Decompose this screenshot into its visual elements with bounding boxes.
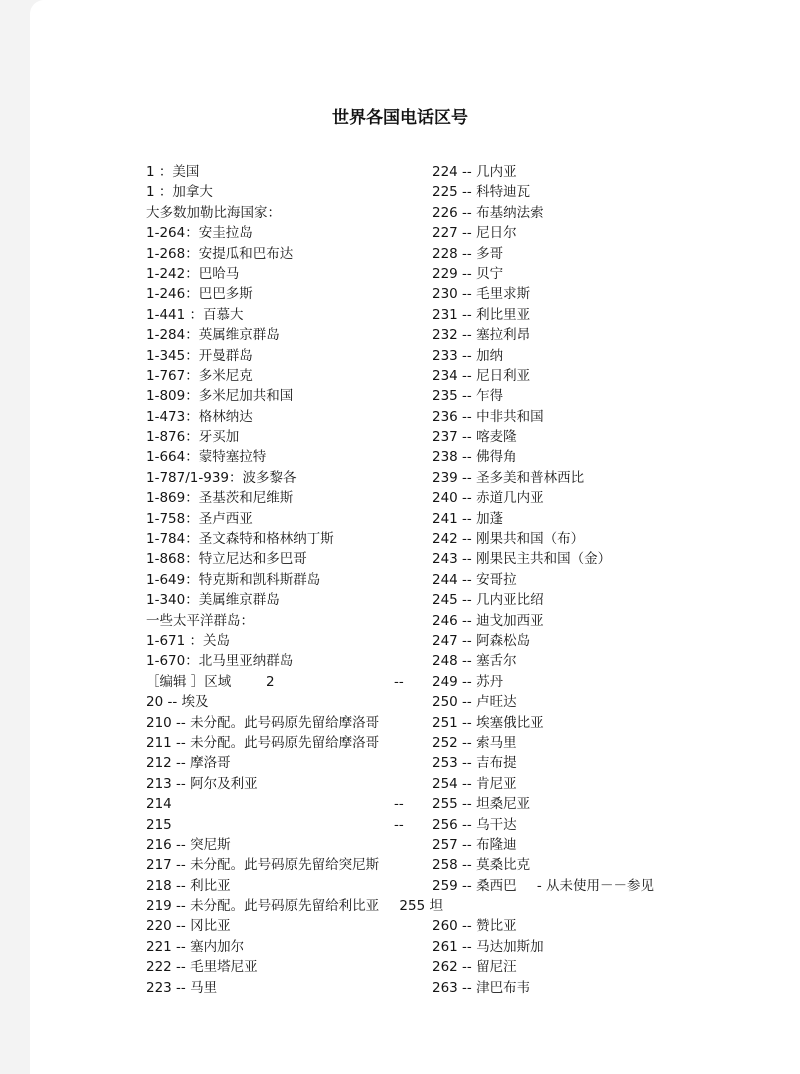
list-item: 229 -- 贝宁: [432, 265, 504, 282]
list-item: 1-264：安圭拉岛: [146, 225, 253, 242]
list-item: 1-787/1-939：波多黎各: [146, 469, 297, 486]
list-item: 260 -- 赞比亚: [432, 918, 517, 935]
list-item: 231 -- 利比里亚: [432, 306, 531, 323]
list-item: 239 -- 圣多美和普林西比: [432, 469, 585, 486]
edit-region-label: ［编辑 ］区域: [146, 673, 232, 690]
list-item-214: [146, 794, 416, 814]
list-item: 212 -- 摩洛哥: [146, 755, 231, 772]
list-item: 237 -- 喀麦隆: [432, 429, 517, 446]
list-item-219: [146, 896, 443, 916]
right-column: [432, 162, 732, 998]
list-item: 238 -- 佛得角: [432, 449, 517, 466]
list-item: 249 -- 苏丹: [432, 673, 504, 690]
list-item: 1-284：英属维京群岛: [146, 327, 280, 344]
edit-region-line: [146, 672, 416, 692]
list-item: 1-869：圣基茨和尼维斯: [146, 490, 294, 507]
page-title: 世界各国电话区号: [332, 108, 468, 128]
list-item-215: [146, 815, 416, 835]
list-item: 211 -- 未分配。此号码原先留给摩洛哥: [146, 734, 380, 751]
list-item: 245 -- 几内亚比绍: [432, 592, 544, 609]
list-item: 1-758：圣卢西亚: [146, 510, 253, 527]
left-column: [146, 162, 443, 998]
text-259: 259 -- 桑西巴: [432, 877, 517, 894]
list-item: 1-441 ：百慕大: [146, 306, 244, 323]
list-item: 1-242：巴哈马: [146, 265, 240, 282]
list-item: 1-345：开曼群岛: [146, 347, 253, 364]
list-item: 254 -- 肯尼亚: [432, 775, 517, 792]
edit-region-dash: --: [394, 673, 404, 690]
list-item: 1-784：圣文森特和格林纳丁斯: [146, 531, 334, 548]
dash-215: --: [394, 816, 404, 833]
list-item: 253 -- 吉布提: [432, 755, 517, 772]
tail-259: - 从未使用－－参见: [536, 877, 655, 894]
list-item: 1-767：多米尼克: [146, 367, 253, 384]
list-item: 258 -- 莫桑比克: [432, 857, 531, 874]
list-item: 242 -- 刚果共和国（布）: [432, 531, 585, 548]
list-item: 226 -- 布基纳法索: [432, 204, 544, 221]
list-item: 1-876：牙买加: [146, 429, 240, 446]
list-item: 213 -- 阿尔及利亚: [146, 775, 258, 792]
list-item: 243 -- 刚果民主共和国（金）: [432, 551, 612, 568]
list-item: 255 -- 坦桑尼亚: [432, 796, 531, 813]
list-item: 224 -- 几内亚: [432, 164, 517, 180]
list-item: 1-340：美属维京群岛: [146, 592, 280, 609]
list-item: 233 -- 加纳: [432, 347, 504, 364]
list-item: 1-246：巴巴多斯: [146, 286, 253, 303]
list-item: 大多数加勒比海国家：: [146, 204, 281, 221]
list-item: 240 -- 赤道几内亚: [432, 490, 544, 507]
dash-214: --: [394, 796, 404, 813]
list-item: 1 ：美国: [146, 164, 200, 180]
list-item: 221 -- 塞内加尔: [146, 938, 245, 955]
tail-219: 255 坦: [399, 898, 443, 915]
list-item: 250 -- 卢旺达: [432, 694, 517, 711]
blank-line: [432, 896, 732, 916]
list-item: 1-670：北马里亚纳群岛: [146, 653, 294, 670]
list-item: 248 -- 塞舌尔: [432, 653, 517, 670]
list-item: 216 -- 突尼斯: [146, 836, 231, 853]
list-item: 1-671 ：关岛: [146, 632, 231, 649]
list-item: 247 -- 阿森松岛: [432, 632, 531, 649]
list-item: 1-809：多米尼加共和国: [146, 388, 294, 405]
list-item: 1 ：加拿大: [146, 184, 213, 201]
list-item: 257 -- 布隆迪: [432, 836, 517, 853]
code-214: 214: [146, 796, 172, 813]
list-item: 246 -- 迪戈加西亚: [432, 612, 544, 629]
code-215: 215: [146, 816, 172, 833]
list-item: 225 -- 科特迪瓦: [432, 184, 531, 201]
list-item: 217 -- 未分配。此号码原先留给突尼斯: [146, 857, 380, 874]
list-item: 232 -- 塞拉利昂: [432, 327, 531, 344]
list-item: 228 -- 多哥: [432, 245, 504, 262]
list-item: 256 -- 乌干达: [432, 816, 517, 833]
list-item: 210 -- 未分配。此号码原先留给摩洛哥: [146, 714, 380, 731]
text-219: 219 -- 未分配。此号码原先留给利比亚: [146, 898, 380, 915]
list-item: 220 -- 冈比亚: [146, 918, 231, 935]
list-item: 251 -- 埃塞俄比亚: [432, 714, 544, 731]
list-item: 262 -- 留尼汪: [432, 959, 517, 976]
list-item: 一些太平洋群岛：: [146, 612, 254, 629]
list-item: 1-473：格林纳达: [146, 408, 253, 425]
list-item: 235 -- 乍得: [432, 388, 504, 405]
list-item: 223 -- 马里: [146, 979, 218, 996]
list-item: 244 -- 安哥拉: [432, 571, 517, 588]
list-item: 261 -- 马达加斯加: [432, 938, 544, 955]
list-item: 236 -- 中非共和国: [432, 408, 544, 425]
list-item: 1-649：特克斯和凯科斯群岛: [146, 571, 321, 588]
list-item: 234 -- 尼日利亚: [432, 367, 531, 384]
list-item: 1-268：安提瓜和巴布达: [146, 245, 294, 262]
list-item: 230 -- 毛里求斯: [432, 286, 531, 303]
list-item: 263 -- 津巴布韦: [432, 979, 531, 996]
list-item: 227 -- 尼日尔: [432, 225, 517, 242]
list-item: 1-868：特立尼达和多巴哥: [146, 551, 307, 568]
list-item: 222 -- 毛里塔尼亚: [146, 959, 258, 976]
list-item-259: [432, 876, 732, 896]
list-item: 241 -- 加蓬: [432, 510, 504, 527]
list-item: 20 -- 埃及: [146, 694, 209, 711]
list-item: 252 -- 索马里: [432, 734, 517, 751]
edit-region-number: 2: [266, 673, 275, 690]
list-item: 1-664：蒙特塞拉特: [146, 449, 267, 466]
list-item: 218 -- 利比亚: [146, 877, 231, 894]
